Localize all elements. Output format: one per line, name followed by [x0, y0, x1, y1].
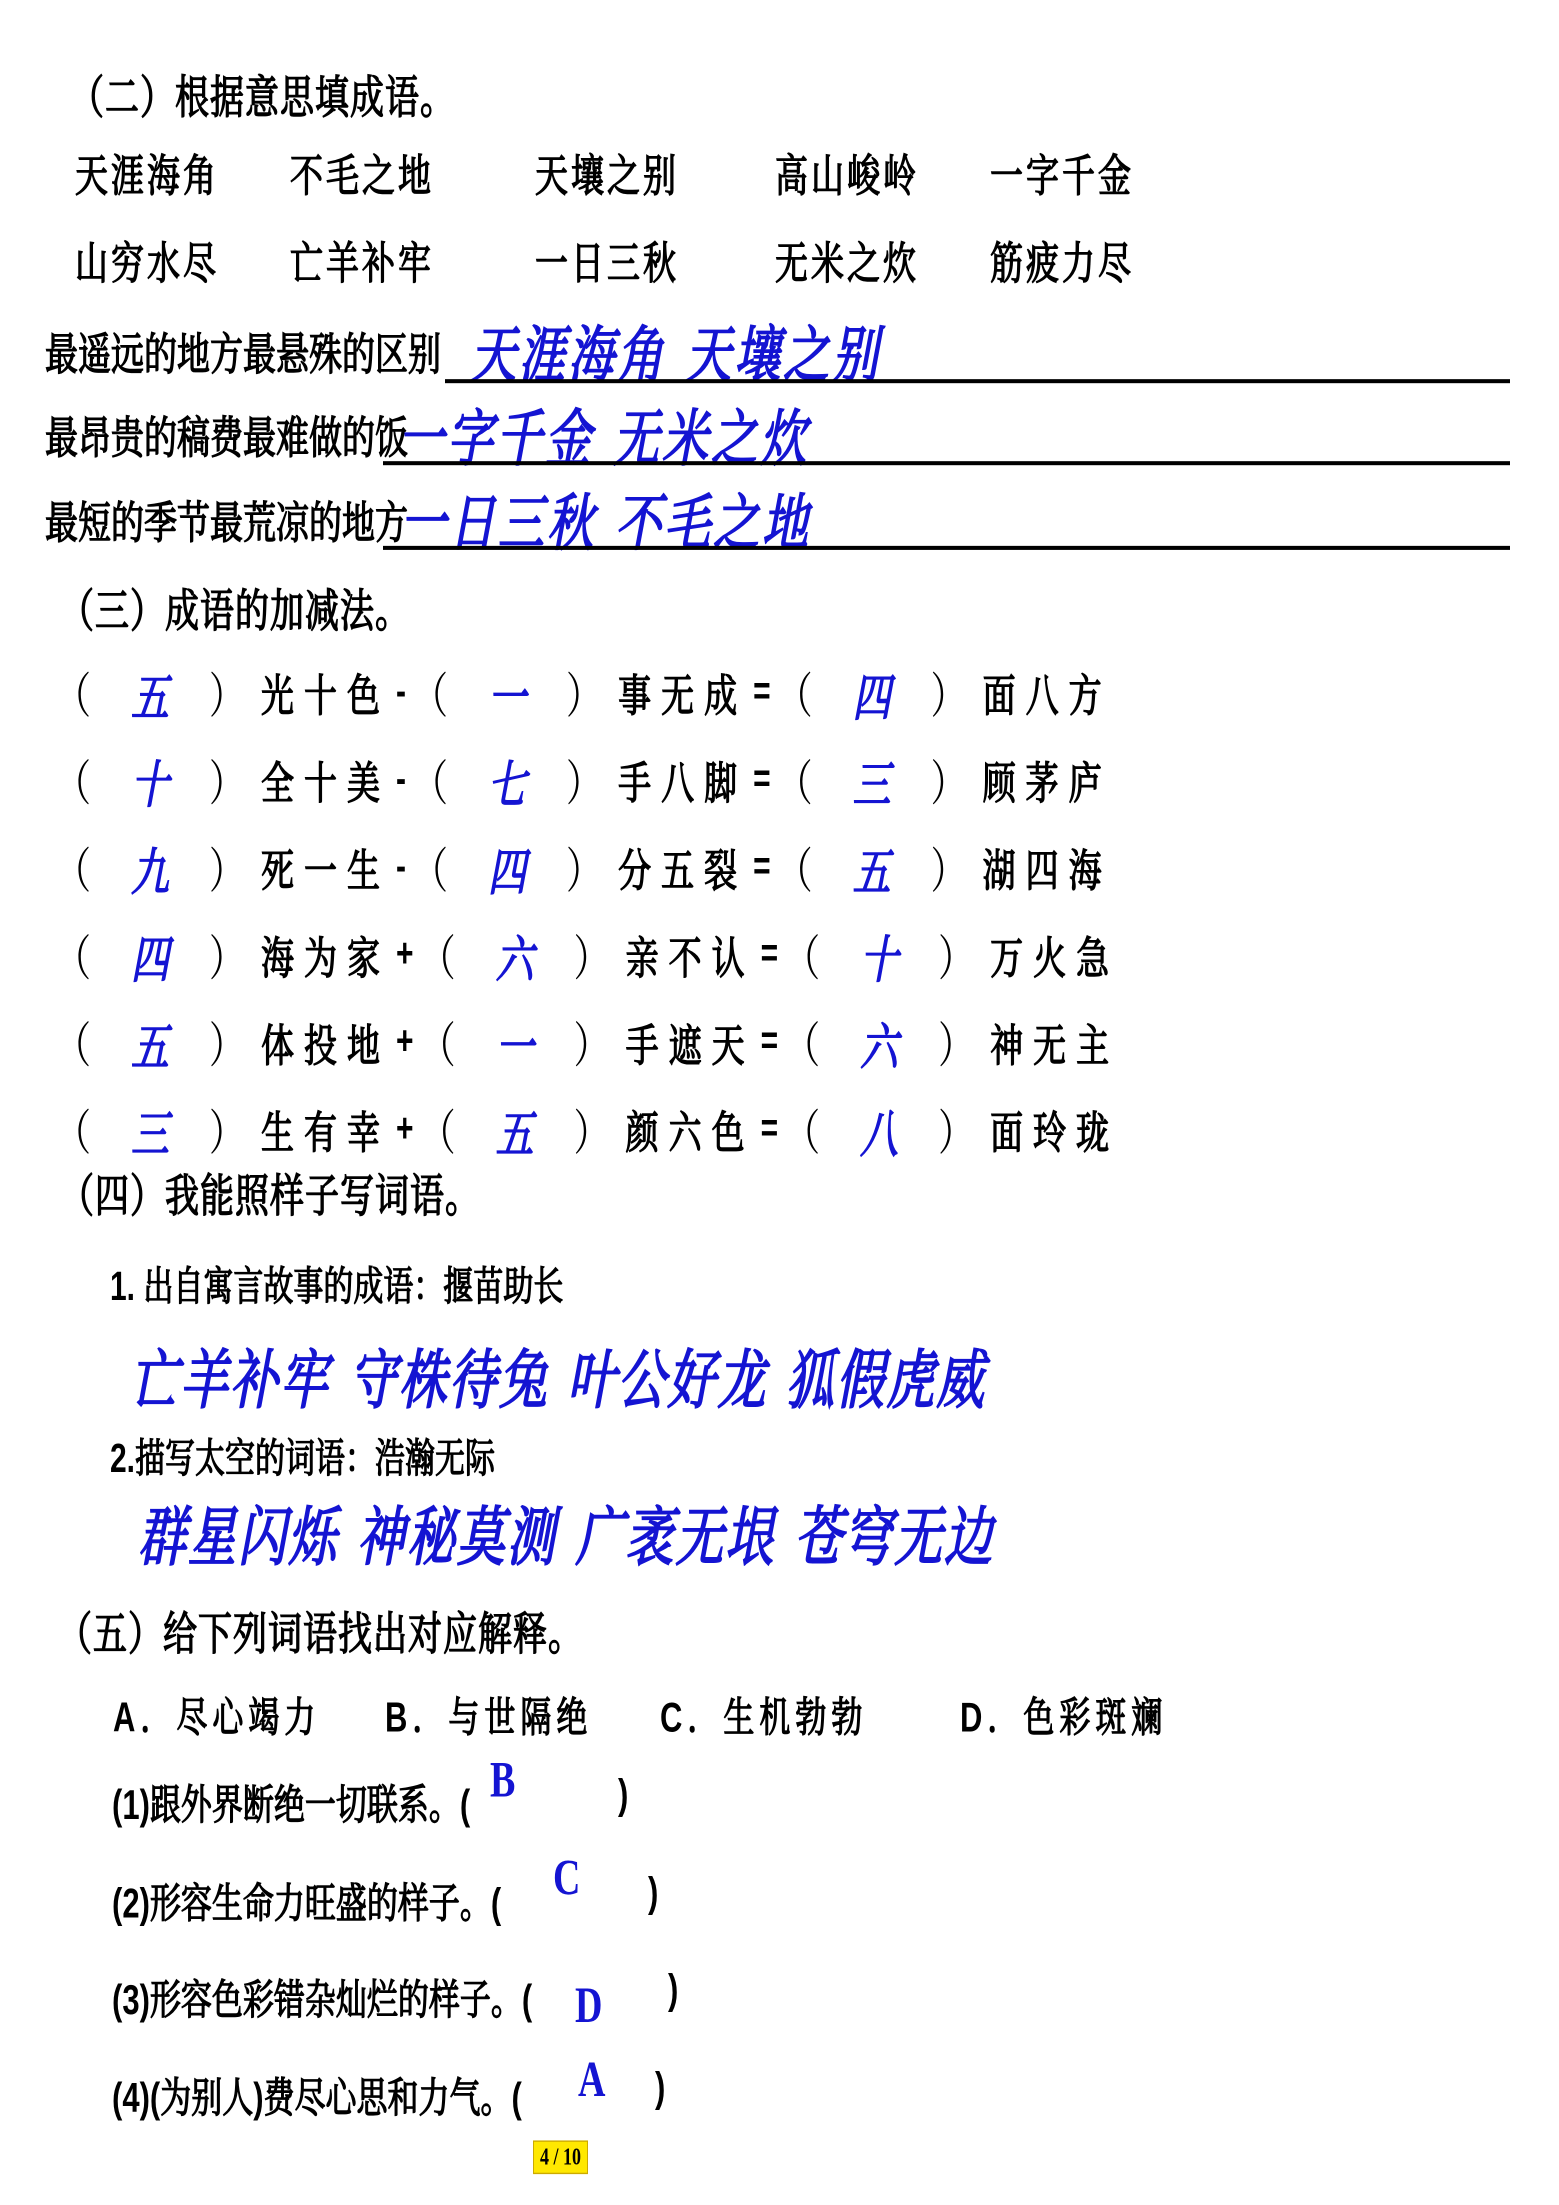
match-question-3: (3)形容色彩错杂灿烂的样子。( [112, 1976, 533, 2024]
close-paren: ） [209, 842, 246, 898]
calc-words-a: 体投地 [261, 1019, 391, 1070]
calc-blank-c[interactable]: 五 [852, 840, 891, 902]
match-question-2: (2)形容生命力旺盛的样子。( [112, 1879, 502, 1927]
section-four-answer-2[interactable]: 群星闪烁 神秘莫测 广袤无垠 苍穹无边 [138, 1500, 995, 1576]
calc-words-c: 万火急 [990, 932, 1120, 983]
close-paren: ） [938, 929, 975, 985]
calc-operator: - [396, 844, 407, 889]
section-four-prompt-2: 2.描写太空的词语：浩瀚无际 [110, 1437, 496, 1482]
calc-blank-c[interactable]: 六 [860, 1015, 899, 1077]
word-bank-item: 高山峻岭 [775, 150, 919, 201]
close-paren: ） [573, 929, 610, 985]
calc-blank-a[interactable]: 五 [131, 666, 170, 727]
answer-rule-1 [445, 379, 1510, 383]
close-paren: ） [566, 667, 603, 723]
open-paren: （ [784, 1104, 821, 1160]
word-bank-item: 不毛之地 [290, 150, 434, 201]
fill-answer-2[interactable]: 一字千金 无米之炊 [398, 402, 810, 475]
match-answer-4[interactable]: A [578, 2051, 606, 2109]
match-question-4: (4)(为别人)费尽心思和力气。( [112, 2074, 522, 2122]
fill-prompt-1: 最遥远的地方最悬殊的区别 [45, 329, 441, 380]
fill-answer-1[interactable]: 天涯海角 天壤之别 [470, 318, 882, 392]
close-paren: ） [930, 754, 967, 811]
calc-equals: = [760, 1019, 779, 1064]
open-paren: （ [55, 754, 92, 811]
calc-words-b: 手遮天 [625, 1019, 755, 1070]
match-close-paren-4: ) [655, 2063, 666, 2111]
section-three-heading: （三）成语的加减法。 [60, 586, 410, 638]
calc-equals: = [753, 669, 771, 714]
open-paren: （ [784, 929, 821, 985]
calc-blank-c[interactable]: 十 [860, 928, 899, 989]
word-bank-item: 天壤之别 [535, 150, 679, 201]
word-bank-item: 无米之炊 [775, 237, 919, 288]
close-paren: ） [209, 929, 246, 985]
calc-blank-b[interactable]: 一 [495, 1015, 534, 1077]
close-paren: ） [209, 1017, 246, 1073]
calc-blank-b[interactable]: 六 [495, 928, 534, 989]
open-paren: （ [55, 842, 92, 898]
calc-operator: + [396, 931, 414, 977]
open-paren: （ [419, 1017, 456, 1073]
fill-prompt-2: 最昂贵的稿费最难做的饭 [45, 412, 408, 463]
calc-words-b: 亲不认 [625, 932, 755, 983]
calc-words-a: 死一生 [261, 845, 391, 895]
section-two-heading: （二）根据意思填成语。 [70, 72, 455, 124]
calc-words-c: 面八方 [982, 670, 1112, 720]
word-bank-item: 筋疲力尽 [990, 237, 1134, 288]
word-bank-item: 天涯海角 [75, 150, 219, 201]
page-number-badge: 4 / 10 [533, 2140, 588, 2174]
open-paren: （ [419, 1104, 456, 1160]
calc-blank-c[interactable]: 四 [852, 666, 891, 727]
calc-row-5 [55, 1002, 1515, 1083]
close-paren: ） [938, 1017, 975, 1073]
calc-operator: - [396, 669, 407, 714]
calc-words-b: 颜六色 [625, 1107, 755, 1157]
fill-prompt-3: 最短的季节最荒凉的地方 [45, 497, 408, 548]
open-paren: （ [776, 754, 813, 811]
match-close-paren-1: ) [618, 1770, 629, 1818]
word-bank-item: 一字千金 [990, 150, 1134, 201]
calc-words-c: 顾茅庐 [982, 757, 1112, 808]
word-bank-item: 亡羊补牢 [290, 237, 434, 288]
word-bank-row-1 [75, 141, 1134, 204]
calc-blank-a[interactable]: 五 [131, 1015, 170, 1077]
close-paren: ） [566, 754, 603, 811]
calc-equals: = [760, 1106, 779, 1151]
close-paren: ） [566, 842, 603, 898]
close-paren: ） [938, 1104, 975, 1160]
open-paren: （ [776, 842, 813, 898]
match-answer-1[interactable]: B [490, 1751, 516, 1809]
close-paren: ） [209, 754, 246, 811]
calc-words-a: 全十美 [261, 757, 391, 808]
calc-blank-b[interactable]: 四 [488, 840, 527, 902]
calc-blank-c[interactable]: 三 [852, 753, 891, 815]
word-bank-item: 山穷水尽 [75, 237, 219, 288]
open-paren: （ [419, 929, 456, 985]
answer-rule-3 [383, 546, 1510, 550]
calc-operator: + [396, 1106, 414, 1151]
calc-equals: = [753, 756, 771, 802]
match-close-paren-3: ) [668, 1965, 679, 2013]
calc-blank-c[interactable]: 八 [860, 1103, 899, 1164]
calc-words-c: 神无主 [990, 1019, 1120, 1070]
close-paren: ） [209, 667, 246, 723]
calc-row-2 [55, 739, 1515, 820]
section-four-heading: （四）我能照样子写词语。 [60, 1171, 480, 1223]
close-paren: ） [209, 1104, 246, 1160]
close-paren: ） [930, 842, 967, 898]
option-b[interactable]: B．与世隔绝 [385, 1694, 593, 1742]
open-paren: （ [55, 929, 92, 985]
open-paren: （ [412, 754, 449, 811]
open-paren: （ [412, 667, 449, 723]
calc-words-a: 海为家 [261, 932, 391, 983]
option-d[interactable]: D．色彩斑斓 [960, 1694, 1168, 1742]
calc-words-b: 手八脚 [618, 757, 748, 808]
section-four-prompt-1: 1. 出自寓言故事的成语：揠苗助长 [110, 1265, 564, 1310]
calc-words-a: 光十色 [261, 670, 391, 720]
match-close-paren-2: ) [648, 1868, 659, 1916]
option-a[interactable]: A．尽心竭力 [113, 1694, 321, 1742]
option-c[interactable]: C．生机勃勃 [660, 1694, 868, 1742]
match-answer-3[interactable]: D [575, 1977, 603, 2035]
open-paren: （ [784, 1017, 821, 1073]
calc-words-b: 分五裂 [618, 845, 748, 895]
calc-blank-a[interactable]: 四 [131, 928, 170, 989]
calc-blank-b[interactable]: 七 [488, 753, 527, 815]
calc-words-a: 生有幸 [261, 1107, 391, 1157]
open-paren: （ [55, 1017, 92, 1073]
calc-words-c: 湖四海 [982, 845, 1112, 895]
calc-words-b: 事无成 [618, 670, 748, 720]
calc-equals: = [753, 844, 771, 889]
open-paren: （ [412, 842, 449, 898]
word-bank-item: 一日三秋 [535, 237, 679, 288]
match-answer-2[interactable]: C [553, 1850, 581, 1907]
calc-words-c: 面玲珑 [990, 1107, 1120, 1157]
open-paren: （ [776, 667, 813, 723]
open-paren: （ [55, 667, 92, 723]
calc-row-4 [55, 914, 1515, 995]
calc-row-1 [55, 652, 1515, 733]
section-five-heading: （五）给下列词语找出对应解释。 [58, 1609, 583, 1661]
calc-row-3 [55, 827, 1515, 908]
calc-row-6 [55, 1089, 1515, 1170]
calc-blank-b[interactable]: 一 [488, 666, 527, 727]
calc-blank-a[interactable]: 九 [131, 840, 170, 902]
word-bank-row-2 [75, 229, 1134, 292]
open-paren: （ [55, 1104, 92, 1160]
section-four-answer-1[interactable]: 亡羊补牢 守株待兔 叶公好龙 狐假虎威 [130, 1343, 987, 1419]
calc-equals: = [760, 931, 779, 977]
match-question-1: (1)跟外界断绝一切联系。( [112, 1781, 471, 1829]
calc-operator: + [396, 1019, 414, 1064]
close-paren: ） [573, 1017, 610, 1073]
close-paren: ） [930, 667, 967, 723]
calc-blank-a[interactable]: 十 [131, 753, 170, 815]
calc-operator: - [396, 756, 407, 802]
answer-rule-2 [383, 461, 1510, 465]
calc-blank-b[interactable]: 五 [495, 1103, 534, 1164]
close-paren: ） [573, 1104, 610, 1160]
fill-answer-3[interactable]: 一日三秋 不毛之地 [400, 486, 812, 560]
calc-blank-a[interactable]: 三 [131, 1103, 170, 1164]
